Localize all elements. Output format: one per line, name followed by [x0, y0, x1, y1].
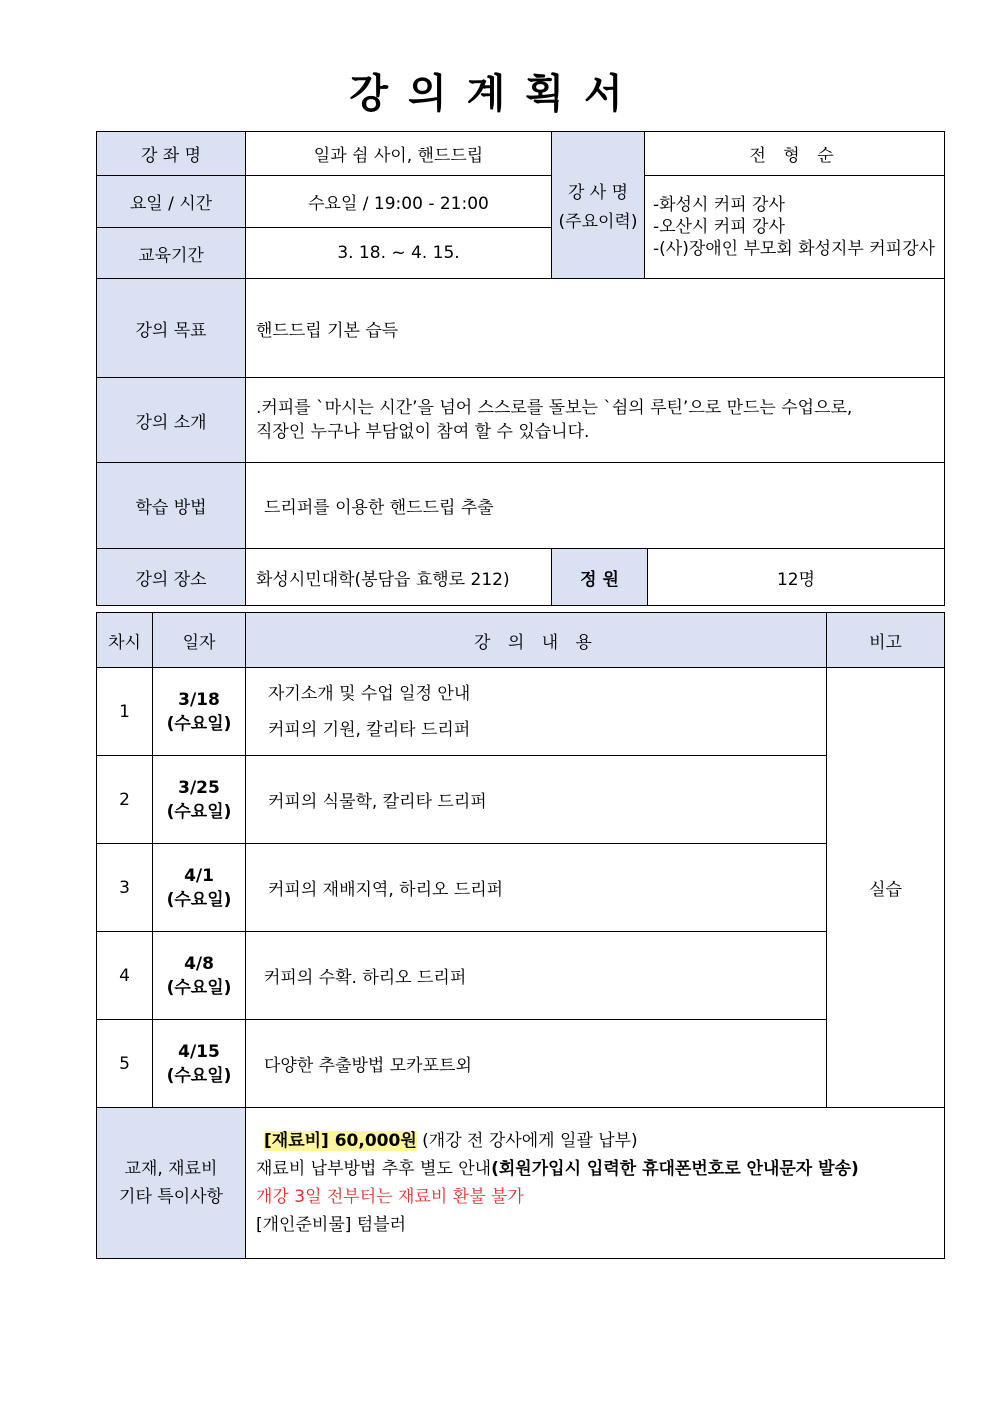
course-period: 3. 18. ~ 4. 15. — [246, 228, 552, 279]
history-item: -오산시 커피 강사 — [653, 217, 785, 237]
session-no: 5 — [97, 1020, 153, 1108]
session-day: (수요일) — [166, 801, 232, 822]
schedule-table — [96, 612, 945, 1259]
payment-bold: (회원가입시 입력한 휴대폰번호로 안내문자 발송) — [491, 1159, 859, 1179]
history-item: -화성시 커피 강사 — [653, 195, 785, 215]
session-no: 1 — [97, 668, 153, 756]
session-date-value: 3/18 — [178, 689, 220, 710]
fee-tag: [재료비] 60,000원 — [264, 1131, 417, 1151]
session-date — [153, 844, 246, 932]
intro-line: 직장인 누구나 부담없이 참여 할 수 있습니다. — [256, 422, 590, 442]
capacity-value: 12명 — [648, 549, 945, 606]
personal-items: [개인준비물] 텀블러 — [256, 1215, 407, 1235]
materials-label-bottom: 기타 특이사항 — [119, 1187, 223, 1207]
practice-note: 실습 — [827, 668, 945, 1108]
course-time: 수요일 / 19:00 - 21:00 — [246, 176, 552, 228]
refund-notice: 개강 3일 전부터는 재료비 환불 불가 — [256, 1187, 524, 1207]
content-line: 자기소개 및 수업 일정 안내 — [268, 683, 471, 704]
table-row — [97, 668, 945, 756]
table-row — [97, 756, 945, 844]
course-info-table — [96, 131, 945, 606]
session-no: 4 — [97, 932, 153, 1020]
session-content: 다양한 추출방법 모카포트외 — [246, 1020, 827, 1108]
session-date-value: 4/15 — [178, 1041, 220, 1062]
place-value: 화성시민대학(봉담읍 효행로 212) — [246, 549, 552, 606]
instructor-history — [645, 176, 945, 279]
method-value: 드리퍼를 이용한 핸드드립 추출 — [246, 463, 945, 549]
course-name: 일과 쉼 사이, 핸드드립 — [246, 132, 552, 176]
place-label: 강의 장소 — [97, 549, 246, 606]
intro-value — [246, 378, 945, 463]
session-no: 2 — [97, 756, 153, 844]
materials-label-top: 교재, 재료비 — [124, 1159, 218, 1179]
fee-note: (개강 전 강사에게 일괄 납부) — [416, 1131, 638, 1151]
capacity-label: 정 원 — [552, 549, 648, 606]
session-date-value: 3/25 — [178, 777, 220, 798]
session-content — [246, 668, 827, 756]
header-content: 강 의 내 용 — [246, 613, 827, 668]
materials-label — [97, 1108, 246, 1259]
session-day: (수요일) — [166, 977, 232, 998]
session-day: (수요일) — [166, 713, 232, 734]
header-no: 차시 — [97, 613, 153, 668]
instructor-name: 전 형 순 — [645, 132, 945, 176]
header-note: 비고 — [827, 613, 945, 668]
session-content: 커피의 수확. 하리오 드리퍼 — [246, 932, 827, 1020]
instructor-label-bottom: (주요이력) — [558, 212, 638, 232]
goal-label: 강의 목표 — [97, 279, 246, 378]
session-date — [153, 1020, 246, 1108]
page-title: 강의계획서 — [349, 71, 643, 117]
intro-line: .커피를 `마시는 시간’을 넘어 스스로를 돌보는 `쉼의 루틴’으로 만드는 수업으로, — [256, 398, 853, 418]
content-line: 커피의 기원, 칼리타 드리퍼 — [268, 719, 471, 740]
session-date-value: 4/8 — [184, 953, 214, 974]
instructor-label — [552, 132, 645, 279]
session-date-value: 4/1 — [184, 865, 214, 886]
method-label: 학습 방법 — [97, 463, 246, 549]
session-date — [153, 756, 246, 844]
history-item: -(사)장애인 부모회 화성지부 커피강사 — [653, 239, 935, 259]
table-row — [97, 932, 945, 1020]
time-label: 요일 / 시간 — [97, 176, 246, 228]
session-day: (수요일) — [166, 1065, 232, 1086]
session-content: 커피의 재배지역, 하리오 드리퍼 — [246, 844, 827, 932]
session-date — [153, 932, 246, 1020]
goal-value: 핸드드립 기본 습득 — [246, 279, 945, 378]
session-no: 3 — [97, 844, 153, 932]
session-content: 커피의 식물학, 칼리타 드리퍼 — [246, 756, 827, 844]
course-name-label: 강 좌 명 — [97, 132, 246, 176]
session-day: (수요일) — [166, 889, 232, 910]
table-row — [97, 1020, 945, 1108]
session-date — [153, 668, 246, 756]
instructor-label-top: 강 사 명 — [567, 183, 629, 203]
payment-plain: 재료비 납부방법 추후 별도 안내 — [256, 1159, 492, 1179]
intro-label: 강의 소개 — [97, 378, 246, 463]
materials-notes — [246, 1108, 945, 1259]
period-label: 교육기간 — [97, 228, 246, 279]
header-date: 일자 — [153, 613, 246, 668]
table-row — [97, 844, 945, 932]
